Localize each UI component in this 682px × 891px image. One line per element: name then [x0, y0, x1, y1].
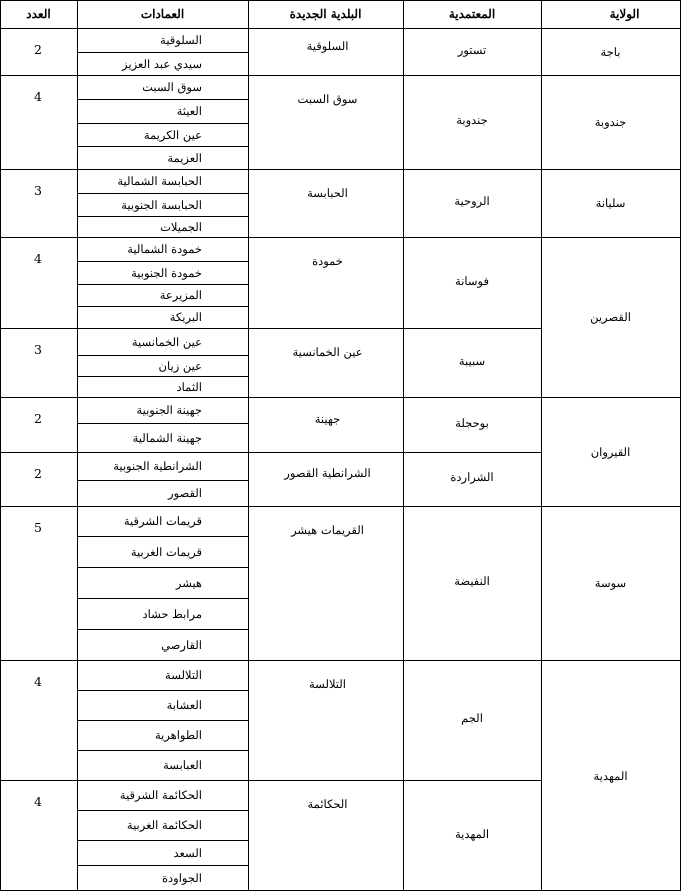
imada-cell: القصور	[168, 486, 202, 500]
imada-cell: الحبابسة الشمالية	[117, 174, 202, 188]
imada-divider	[77, 216, 249, 217]
header-motamadiya: المعتمدية	[448, 7, 496, 21]
row-divider	[0, 328, 542, 329]
imada-divider	[77, 567, 249, 568]
baladiya-cell: التلالسة	[309, 677, 346, 691]
motamadiya-cell: الجم	[461, 711, 483, 725]
count-cell: 2	[34, 466, 42, 481]
baladiya-cell: القريمات هيشر	[291, 523, 364, 537]
imada-divider	[77, 146, 249, 147]
imada-divider	[77, 598, 249, 599]
row-divider	[0, 660, 681, 661]
imada-divider	[77, 99, 249, 100]
count-cell: 3	[34, 342, 42, 357]
baladiya-cell: السلوقية	[306, 38, 349, 53]
wilaya-cell: سليانة	[595, 196, 626, 210]
count-cell: 4	[34, 251, 42, 266]
imada-cell: جهينة الشمالية	[132, 430, 202, 445]
motamadiya-cell: النفيضة	[454, 574, 490, 588]
imada-cell: خمودة الجنوبية	[131, 265, 202, 280]
baladiya-cell: جهينة	[314, 411, 341, 426]
imada-cell: القارصي	[161, 637, 202, 652]
imada-divider	[77, 480, 249, 481]
wilaya-cell: المهدية	[593, 768, 628, 783]
header-count: العدد	[26, 7, 51, 21]
table-border-left	[0, 0, 1, 891]
baladiya-cell: سوق السبت	[297, 92, 358, 106]
imada-cell: العيثة	[176, 104, 202, 118]
baladiya-cell: الحكائمة	[307, 797, 348, 811]
row-divider	[0, 506, 681, 507]
imada-divider	[77, 261, 249, 262]
imada-divider	[77, 306, 249, 307]
wilaya-cell: القيروان	[590, 444, 631, 459]
table-border-top	[0, 0, 681, 1]
imada-divider	[77, 629, 249, 630]
imada-cell: العبابسة	[163, 758, 202, 772]
baladiya-cell: عين الخمانسية	[292, 345, 363, 359]
imada-cell: العزيمة	[167, 150, 202, 165]
count-cell: 2	[34, 42, 42, 57]
imada-divider	[77, 810, 249, 811]
imada-cell: مرابط حشاد	[142, 606, 202, 621]
wilaya-cell: سوسة	[594, 576, 627, 590]
row-divider	[0, 397, 681, 398]
imada-cell: هيشر	[175, 575, 202, 590]
wilaya-cell: القصرين	[590, 310, 631, 324]
motamadiya-cell: فوسانة	[455, 273, 489, 288]
imada-cell: البريكة	[169, 310, 202, 324]
count-cell: 3	[34, 183, 42, 198]
imada-cell: السعد	[173, 845, 202, 860]
imada-cell: الحبابسة الجنوبية	[121, 197, 202, 212]
motamadiya-cell: سبيبة	[458, 353, 486, 368]
motamadiya-cell: بوحجلة	[455, 415, 489, 430]
baladiya-cell: الحبابسة	[307, 186, 348, 200]
imada-divider	[77, 355, 249, 356]
count-cell: 4	[34, 674, 42, 689]
baladiya-cell: خمودة	[312, 254, 343, 268]
count-cell: 5	[34, 520, 42, 535]
row-divider	[0, 169, 681, 170]
imada-divider	[77, 284, 249, 285]
imada-divider	[77, 123, 249, 124]
count-cell: 2	[34, 411, 42, 426]
column-divider	[248, 0, 249, 891]
imada-divider	[77, 376, 249, 377]
header-divider	[0, 28, 681, 29]
count-cell: 4	[34, 794, 42, 809]
imada-divider	[77, 840, 249, 841]
column-divider	[541, 0, 542, 891]
imada-cell: السلوقية	[160, 33, 202, 47]
imada-cell: المزيرعة	[159, 288, 202, 302]
motamadiya-cell: الروحية	[454, 194, 490, 208]
imada-cell: جهينة الجنوبية	[136, 403, 202, 417]
row-divider	[0, 237, 681, 238]
table-border-right	[680, 0, 681, 891]
imada-cell: الجميلات	[160, 219, 202, 234]
column-divider	[77, 0, 78, 891]
imada-divider	[77, 690, 249, 691]
imada-cell: الحكائمة الغربية	[126, 818, 202, 832]
imada-divider	[77, 720, 249, 721]
imada-cell: الجواودة	[162, 871, 202, 885]
row-divider	[0, 452, 542, 453]
motamadiya-cell: الشراردة	[450, 470, 494, 484]
imada-divider	[77, 52, 249, 53]
imada-divider	[77, 423, 249, 424]
imada-cell: خمودة الشمالية	[127, 242, 202, 256]
header-imadat: العمادات	[140, 7, 185, 21]
count-cell: 4	[34, 89, 42, 104]
imada-cell: الحكائمة الشرقية	[119, 788, 202, 802]
baladiya-cell: الشرانطية القصور	[284, 466, 371, 480]
row-divider	[0, 780, 542, 781]
motamadiya-cell: جندوبة	[456, 113, 488, 127]
imada-cell: سوق السبت	[142, 80, 202, 94]
imada-cell: الشرانطية الجنوبية	[113, 459, 202, 473]
imada-divider	[77, 750, 249, 751]
imada-divider	[77, 536, 249, 537]
row-divider	[0, 75, 681, 76]
header-wilaya: الولاية	[609, 7, 640, 21]
imada-cell: عين الخمانسية	[131, 334, 202, 349]
imada-cell: قريمات الشرقية	[123, 514, 202, 528]
imada-cell: عين الكريمة	[143, 127, 202, 142]
wilaya-cell: جندوبة	[594, 115, 627, 129]
imada-divider	[77, 193, 249, 194]
imada-cell: التلالسة	[165, 668, 202, 682]
motamadiya-cell: المهدية	[454, 826, 490, 841]
imada-cell: سيدي عبد العزيز	[122, 56, 202, 71]
imada-divider	[77, 865, 249, 866]
imada-cell: قريمات الغربية	[130, 544, 202, 559]
column-divider	[403, 0, 404, 891]
header-baladiya: البلدية الجديدة	[289, 7, 362, 21]
imada-cell: الطواهرية	[154, 728, 202, 742]
motamadiya-cell: تستور	[457, 42, 487, 57]
imada-cell: عين زيان	[158, 358, 202, 373]
imada-cell: الثماد	[176, 379, 202, 394]
wilaya-cell: باجة	[600, 44, 621, 59]
imada-cell: العشابة	[166, 698, 202, 712]
